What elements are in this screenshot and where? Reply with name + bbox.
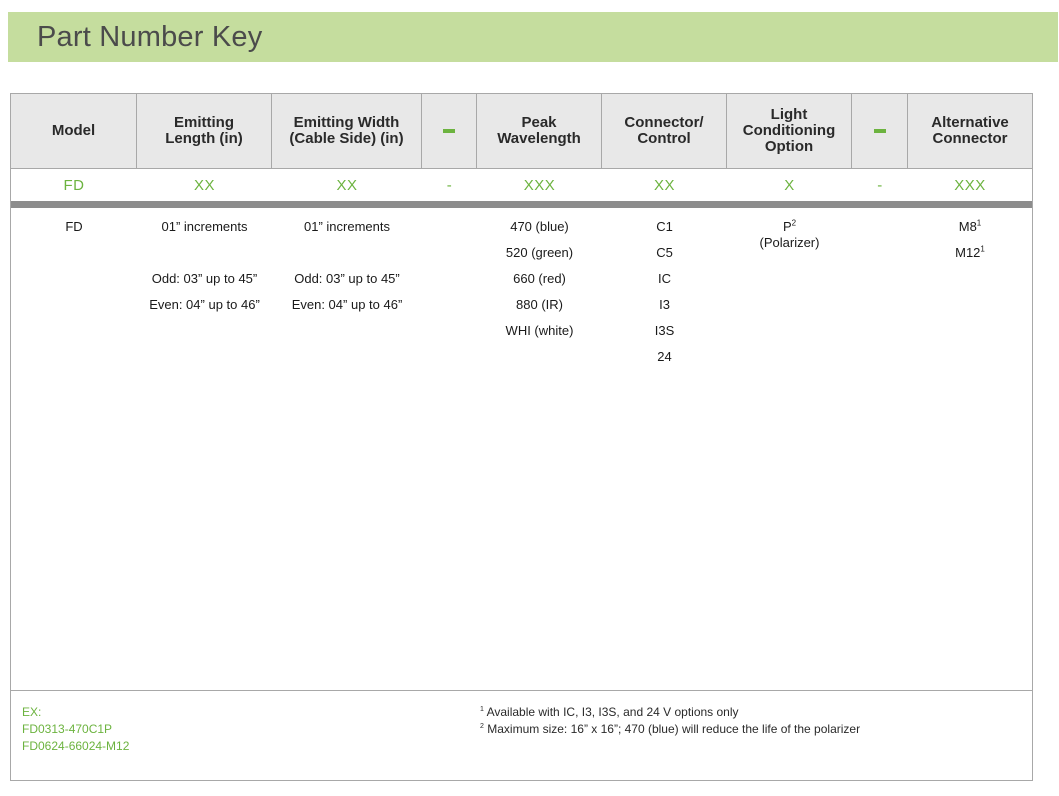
option-value: Odd: 03” up to 45” <box>151 271 258 286</box>
dash-icon <box>443 129 455 133</box>
option-value: Odd: 03” up to 45” <box>294 271 400 286</box>
footer-divider <box>11 690 1032 691</box>
footnotes <box>480 704 860 738</box>
footnote-mark: 1 <box>980 244 985 254</box>
example-part-number: FD0624-66024-M12 <box>22 739 130 753</box>
polarizer-option <box>727 214 852 251</box>
example-part-number: FD0313-470C1P <box>22 722 113 736</box>
length-options <box>137 214 272 318</box>
examples <box>22 704 129 755</box>
separator-bar <box>11 201 1032 208</box>
header-emitting-length: Emitting Length (in) <box>137 94 272 168</box>
option-value: 880 (IR) <box>516 297 563 312</box>
option-value: $M8^1$ <box>958 218 982 234</box>
part-number-table <box>10 93 1033 781</box>
page-title: Part Number Key <box>37 21 263 53</box>
footnote-mark: 1 <box>976 218 982 228</box>
code-width: XX <box>336 176 358 194</box>
option-value: 01” increments <box>304 219 390 234</box>
option-value: 660 (red) <box>513 271 566 286</box>
option-value: $M12^1$ <box>955 244 985 260</box>
option-value: FD <box>65 219 83 234</box>
code-row <box>11 169 1032 201</box>
option-value: C1 <box>656 219 673 234</box>
header-light-conditioning: Light Conditioning Option <box>727 94 852 168</box>
examples-label: EX: <box>22 705 42 719</box>
header-connector-control: Connector/ Control <box>602 94 727 168</box>
header-alternative-connector: Alternative Connector <box>931 114 1009 147</box>
footnote-mark: 2 <box>791 218 797 228</box>
code-alt-connector: XXX <box>954 176 986 194</box>
model-options <box>11 214 137 240</box>
code-model: FD <box>63 176 85 194</box>
code-length: XX <box>193 176 215 194</box>
header-dash <box>422 94 477 168</box>
option-value: 24 <box>657 349 672 364</box>
options-body <box>11 214 1032 686</box>
option-label: (Polarizer) <box>759 235 820 250</box>
footnote-mark: 1 <box>480 706 484 713</box>
option-value: IC <box>658 271 671 286</box>
width-options <box>272 214 422 318</box>
code-dash: - <box>446 176 453 194</box>
code-light-option: X <box>784 176 795 194</box>
title-banner <box>8 12 1058 62</box>
footnote: $^2$ Maximum size: 16” x 16”; 470 (blue) will reduce the life of the polarizer <box>480 722 861 736</box>
header-model: Model <box>11 94 137 168</box>
dash-icon <box>874 129 886 133</box>
wavelength-options <box>477 214 602 344</box>
option-value: Even: 04” up to 46” <box>149 297 260 312</box>
light-option-options <box>727 214 852 251</box>
option-value: 470 (blue) <box>510 219 569 234</box>
alt-connector-options <box>908 214 1032 266</box>
code-connector: XX <box>653 176 675 194</box>
option-value: Even: 04” up to 46” <box>291 297 403 312</box>
footnote: $^1$ Available with IC, I3, I3S, and 24 V options only <box>480 705 739 719</box>
option-code: P <box>782 219 792 234</box>
footnote-mark: 2 <box>480 723 484 730</box>
code-wavelength: XXX <box>523 176 556 194</box>
connector-options <box>602 214 727 370</box>
header-peak-wavelength: Peak Wavelength <box>477 94 602 168</box>
option-value: C5 <box>656 245 673 260</box>
code-dash-2: - <box>877 176 883 194</box>
header-dash-2 <box>852 94 908 168</box>
option-value: WHI (white) <box>505 323 574 338</box>
header-emitting-width: Emitting Width (Cable Side) (in) <box>272 94 422 168</box>
option-value: 520 (green) <box>505 245 574 260</box>
option-value: I3S <box>654 323 675 338</box>
option-value: 01” increments <box>161 219 248 234</box>
header-row <box>11 94 1032 169</box>
option-value: I3 <box>659 297 670 312</box>
